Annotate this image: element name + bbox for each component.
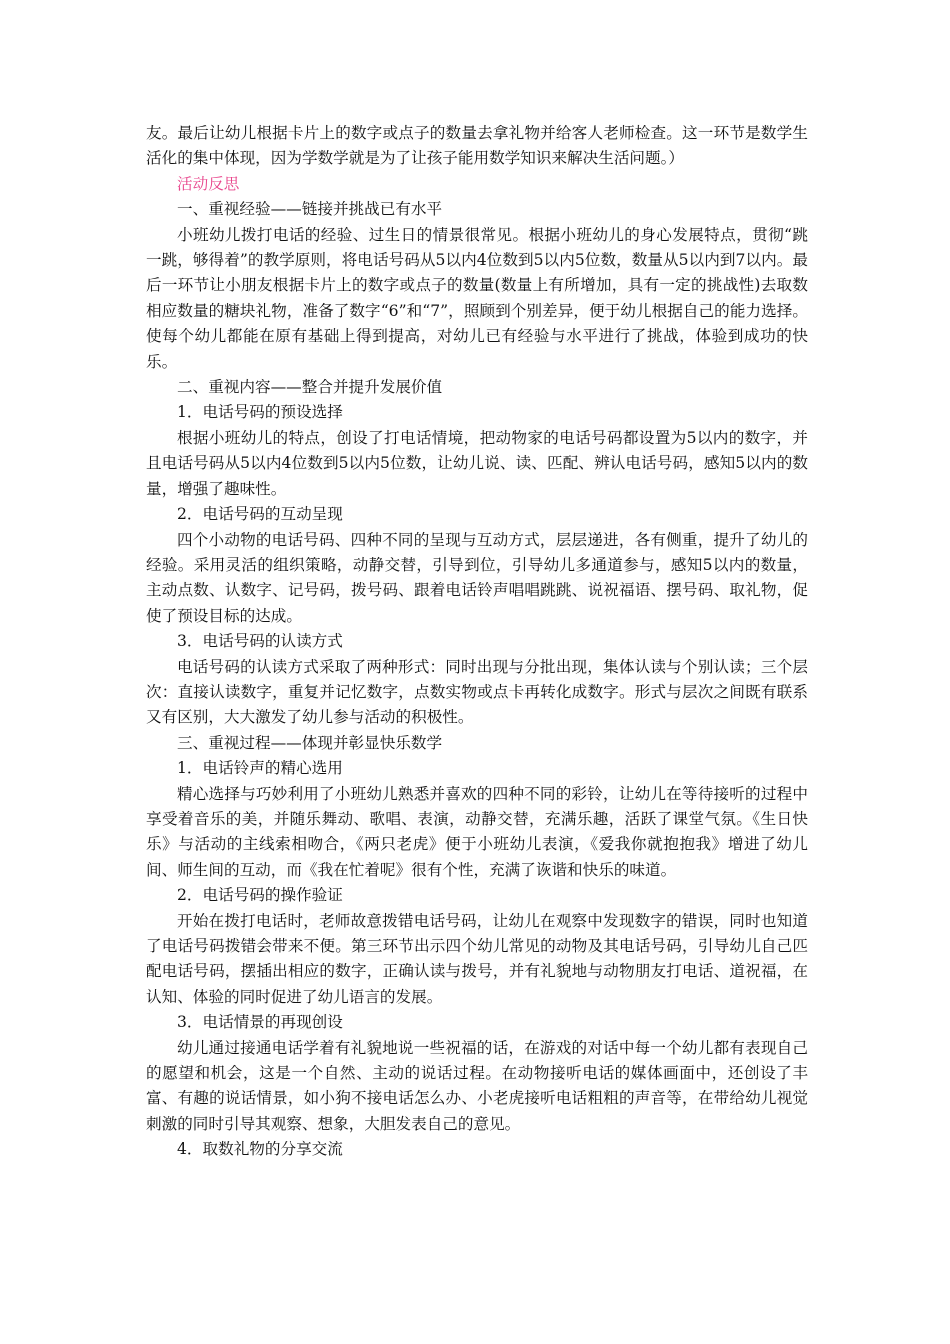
paragraph: 开始在拨打电话时，老师故意拨错电话号码，让幼儿在观察中发现数字的错误，同时也知道了电话号码拨错会带来不便。第三环节出示四个幼儿常见的动物及其电话号码，引导幼儿自己匹配电话号码，摆插出相应的数字，正确认读与拨号，并有礼貌地与动物朋友打电话、道祝福，在认知、体验的同时促进了幼儿语言的发展。: [146, 911, 808, 1006]
subheading-3: 三、重视过程——体现并彰显快乐数学: [177, 733, 443, 752]
paragraph: 幼儿通过接通电话学着有礼貌地说一些祝福的话，在游戏的对话中每一个幼儿都有表现自己的愿望和机会，这是一个自然、主动的说话过程。在动物接听电话的媒体画面中，还创设了丰富、有趣的说话情景，如小狗不接电话怎么办、小老虎接听电话粗粗的声音等，在带给幼儿视觉刺激的同时引导其观察、想象，大胆发表自己的意见。: [146, 1038, 808, 1133]
paragraph: 根据小班幼儿的特点，创设了打电话情境，把动物家的电话号码都设置为5以内的数字，并且电话号码从5以内4位数到5以内5位数，让幼儿说、读、匹配、辨认电话号码，感知5以内的数量，增强了趣味性。: [146, 428, 808, 498]
document-body: [146, 121, 808, 1163]
numbered-item-heading: 2．电话号码的互动呈现: [177, 505, 343, 524]
numbered-item-heading: 1．电话铃声的精心选用: [177, 759, 343, 778]
subheading-2: 二、重视内容——整合并提升发展价值: [177, 378, 443, 397]
paragraph: 电话号码的认读方式采取了两种形式：同时出现与分批出现，集体认读与个别认读；三个层次：直接认读数字，重复并记忆数字，点数实物或点卡再转化成数字。形式与层次之间既有联系又有区别，大大激发了幼儿参与活动的积极性。: [146, 657, 808, 727]
paragraph: 精心选择与巧妙利用了小班幼儿熟悉并喜欢的四种不同的彩铃，让幼儿在等待接听的过程中享受着音乐的美，并随乐舞动、歌唱、表演，动静交替，充满乐趣，活跃了课堂气氛。《生日快乐》与活动的主线索相吻合，《两只老虎》便于小班幼儿表演，《爱我你就抱抱我》增进了幼儿间、师生间的互动，而《我在忙着呢》很有个性，充满了诙谐和快乐的味道。: [146, 784, 808, 879]
section-heading-activity-reflection: 活动反思: [177, 174, 240, 193]
subheading-1: 一、重视经验——链接并挑战已有水平: [177, 200, 443, 219]
paragraph: 四个小动物的电话号码、四种不同的呈现与互动方式，层层递进，各有侧重，提升了幼儿的经验。采用灵活的组织策略，动静交替，引导到位，引导幼儿多通道参与，感知5以内的数量，主动点数、认数字、记号码，拨号码、跟着电话铃声唱唱跳跳、说祝福语、摆号码、取礼物，促使了预设目标的达成。: [146, 530, 808, 625]
numbered-item-heading: 2．电话号码的操作验证: [177, 886, 343, 905]
numbered-item-heading: 3．电话号码的认读方式: [177, 632, 343, 651]
paragraph-continuation: 友。最后让幼儿根据卡片上的数字或点子的数量去拿礼物并给客人老师检查。这一环节是数学生活化的集中体现，因为学数学就是为了让孩子能用数学知识来解决生活问题。）: [146, 124, 808, 168]
numbered-item-heading: 1．电话号码的预设选择: [177, 403, 343, 422]
numbered-item-heading: 4．取数礼物的分享交流: [177, 1140, 343, 1159]
numbered-item-heading: 3．电话情景的再现创设: [177, 1013, 343, 1032]
paragraph: 小班幼儿拨打电话的经验、过生日的情景很常见。根据小班幼儿的身心发展特点，贯彻“跳一跳，够得着”的教学原则，将电话号码从5以内4位数到5以内5位数，数量从5以内到7以内。最后一环节让小朋友根据卡片上的数字或点子的数量(数量上有所增加，具有一定的挑战性)去取数相应数量的糖块礼物，准备了数字“6”和“7”，照顾到个别差异，便于幼儿根据自己的能力选择。使每个幼儿都能在原有基础上得到提高，对幼儿已有经验与水平进行了挑战，体验到成功的快乐。: [146, 225, 808, 371]
